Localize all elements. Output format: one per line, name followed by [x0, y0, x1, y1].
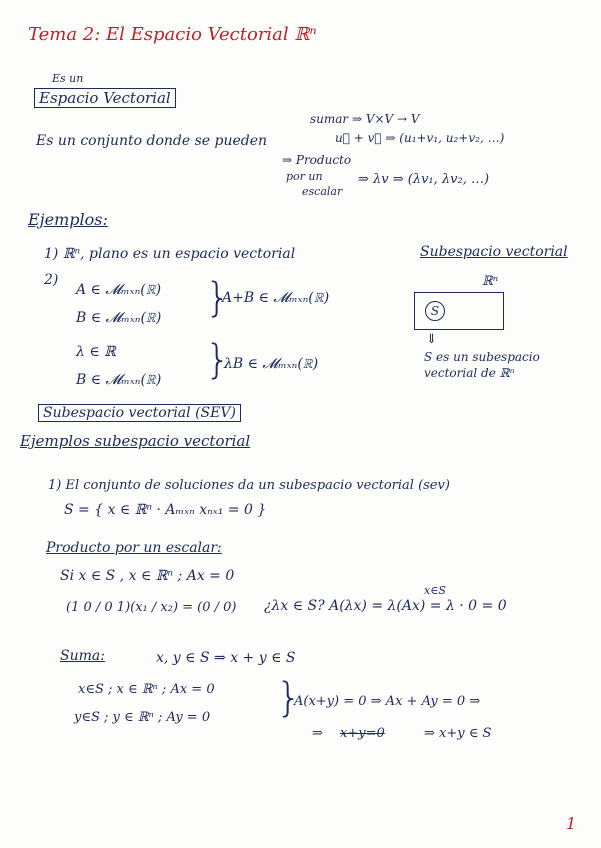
matrix-line: (1 0 / 0 1)(x₁ / x₂) = (0 / 0) [66, 600, 237, 615]
producto-line2: por un [286, 170, 323, 183]
brace-icon: } [205, 337, 231, 383]
ejemplos-heading: Ejemplos: [28, 210, 108, 229]
ejemplo-item2-num: 2) [44, 272, 59, 288]
xes-note: x∈S [424, 584, 446, 597]
section-heading-espacio: Espacio Vectorial [34, 88, 176, 108]
cond1: x∈S ; x ∈ ℝⁿ ; Ax = 0 [78, 682, 215, 697]
producto-heading: Producto por un escalar: [46, 540, 222, 556]
set-definition: S = { x ∈ ℝⁿ · Aₘₓₙ xₙₓ₁ = 0 } [64, 502, 267, 518]
small-label: Es un [52, 72, 84, 85]
suma-line2: u⃗ + v⃗ ⇒ (u₁+v₁, u₂+v₂, …) [335, 131, 505, 145]
brace-icon: } [205, 275, 231, 321]
suma-result2-strike: x+y=0 [340, 726, 385, 741]
page-number: 1 [566, 814, 577, 833]
rn-box-diagram [414, 292, 504, 330]
ejemplo-item1: 1) ℝⁿ, plano es un espacio vectorial [44, 246, 296, 262]
ejemplo-item3-result: λB ∈ 𝓜ₘₓₙ(ℝ) [224, 356, 319, 372]
side-caption2: vectorial de ℝⁿ [424, 366, 515, 380]
s-circle: S [425, 301, 445, 321]
suma-result2-pre: ⇒ [312, 726, 323, 741]
rn-label: ℝⁿ [482, 274, 499, 289]
suma-result1: A(x+y) = 0 ⇒ Ax + Ay = 0 ⇒ [294, 694, 481, 709]
producto-formula: ⇒ λv ⇒ (λv₁, λv₂, …) [358, 172, 490, 187]
sev-item1: 1) El conjunto de soluciones da un subespacio vectorial (sev) [48, 478, 450, 493]
ejemplo-item2-result: A+B ∈ 𝓜ₘₓₙ(ℝ) [222, 290, 330, 306]
question-line: ¿λx ∈ S? A(λx) = λ(Ax) = λ · 0 = 0 [264, 598, 507, 614]
suma-line: x, y ∈ S ⇒ x + y ∈ S [156, 650, 296, 666]
cond2: y∈S ; y ∈ ℝⁿ ; Ay = 0 [74, 710, 211, 725]
suma-result2-post: ⇒ x+y ∈ S [424, 726, 492, 741]
producto-line3: escalar [302, 185, 343, 198]
suma-heading: Suma: [60, 648, 105, 664]
side-caption1: S es un subespacio [424, 350, 540, 364]
ejemplo-item3-b: B ∈ 𝓜ₘₓₙ(ℝ) [76, 372, 162, 388]
down-arrow-icon: ⇓ [426, 332, 437, 347]
side-heading: Subespacio vectorial [420, 244, 568, 260]
brace-icon: } [276, 675, 302, 721]
ejemplo-item3-a: λ ∈ ℝ [76, 344, 116, 360]
suma-line1: sumar ⇒ V×V → V [310, 112, 420, 126]
ejemplo-item2-b: B ∈ 𝓜ₘₓₙ(ℝ) [76, 310, 162, 326]
definition-text: Es un conjunto donde se pueden [36, 133, 268, 149]
producto-label: ⇒ Producto [282, 153, 352, 167]
section-heading-sev: Subespacio vectorial (SEV) [38, 404, 241, 422]
ejemplo-item2-a: A ∈ 𝓜ₘₓₙ(ℝ) [76, 282, 162, 298]
ejemplos-sev-heading: Ejemplos subespacio vectorial [20, 432, 251, 450]
page-title: Tema 2: El Espacio Vectorial ℝⁿ [28, 24, 317, 45]
si-line: Si x ∈ S , x ∈ ℝⁿ ; Ax = 0 [60, 568, 235, 584]
